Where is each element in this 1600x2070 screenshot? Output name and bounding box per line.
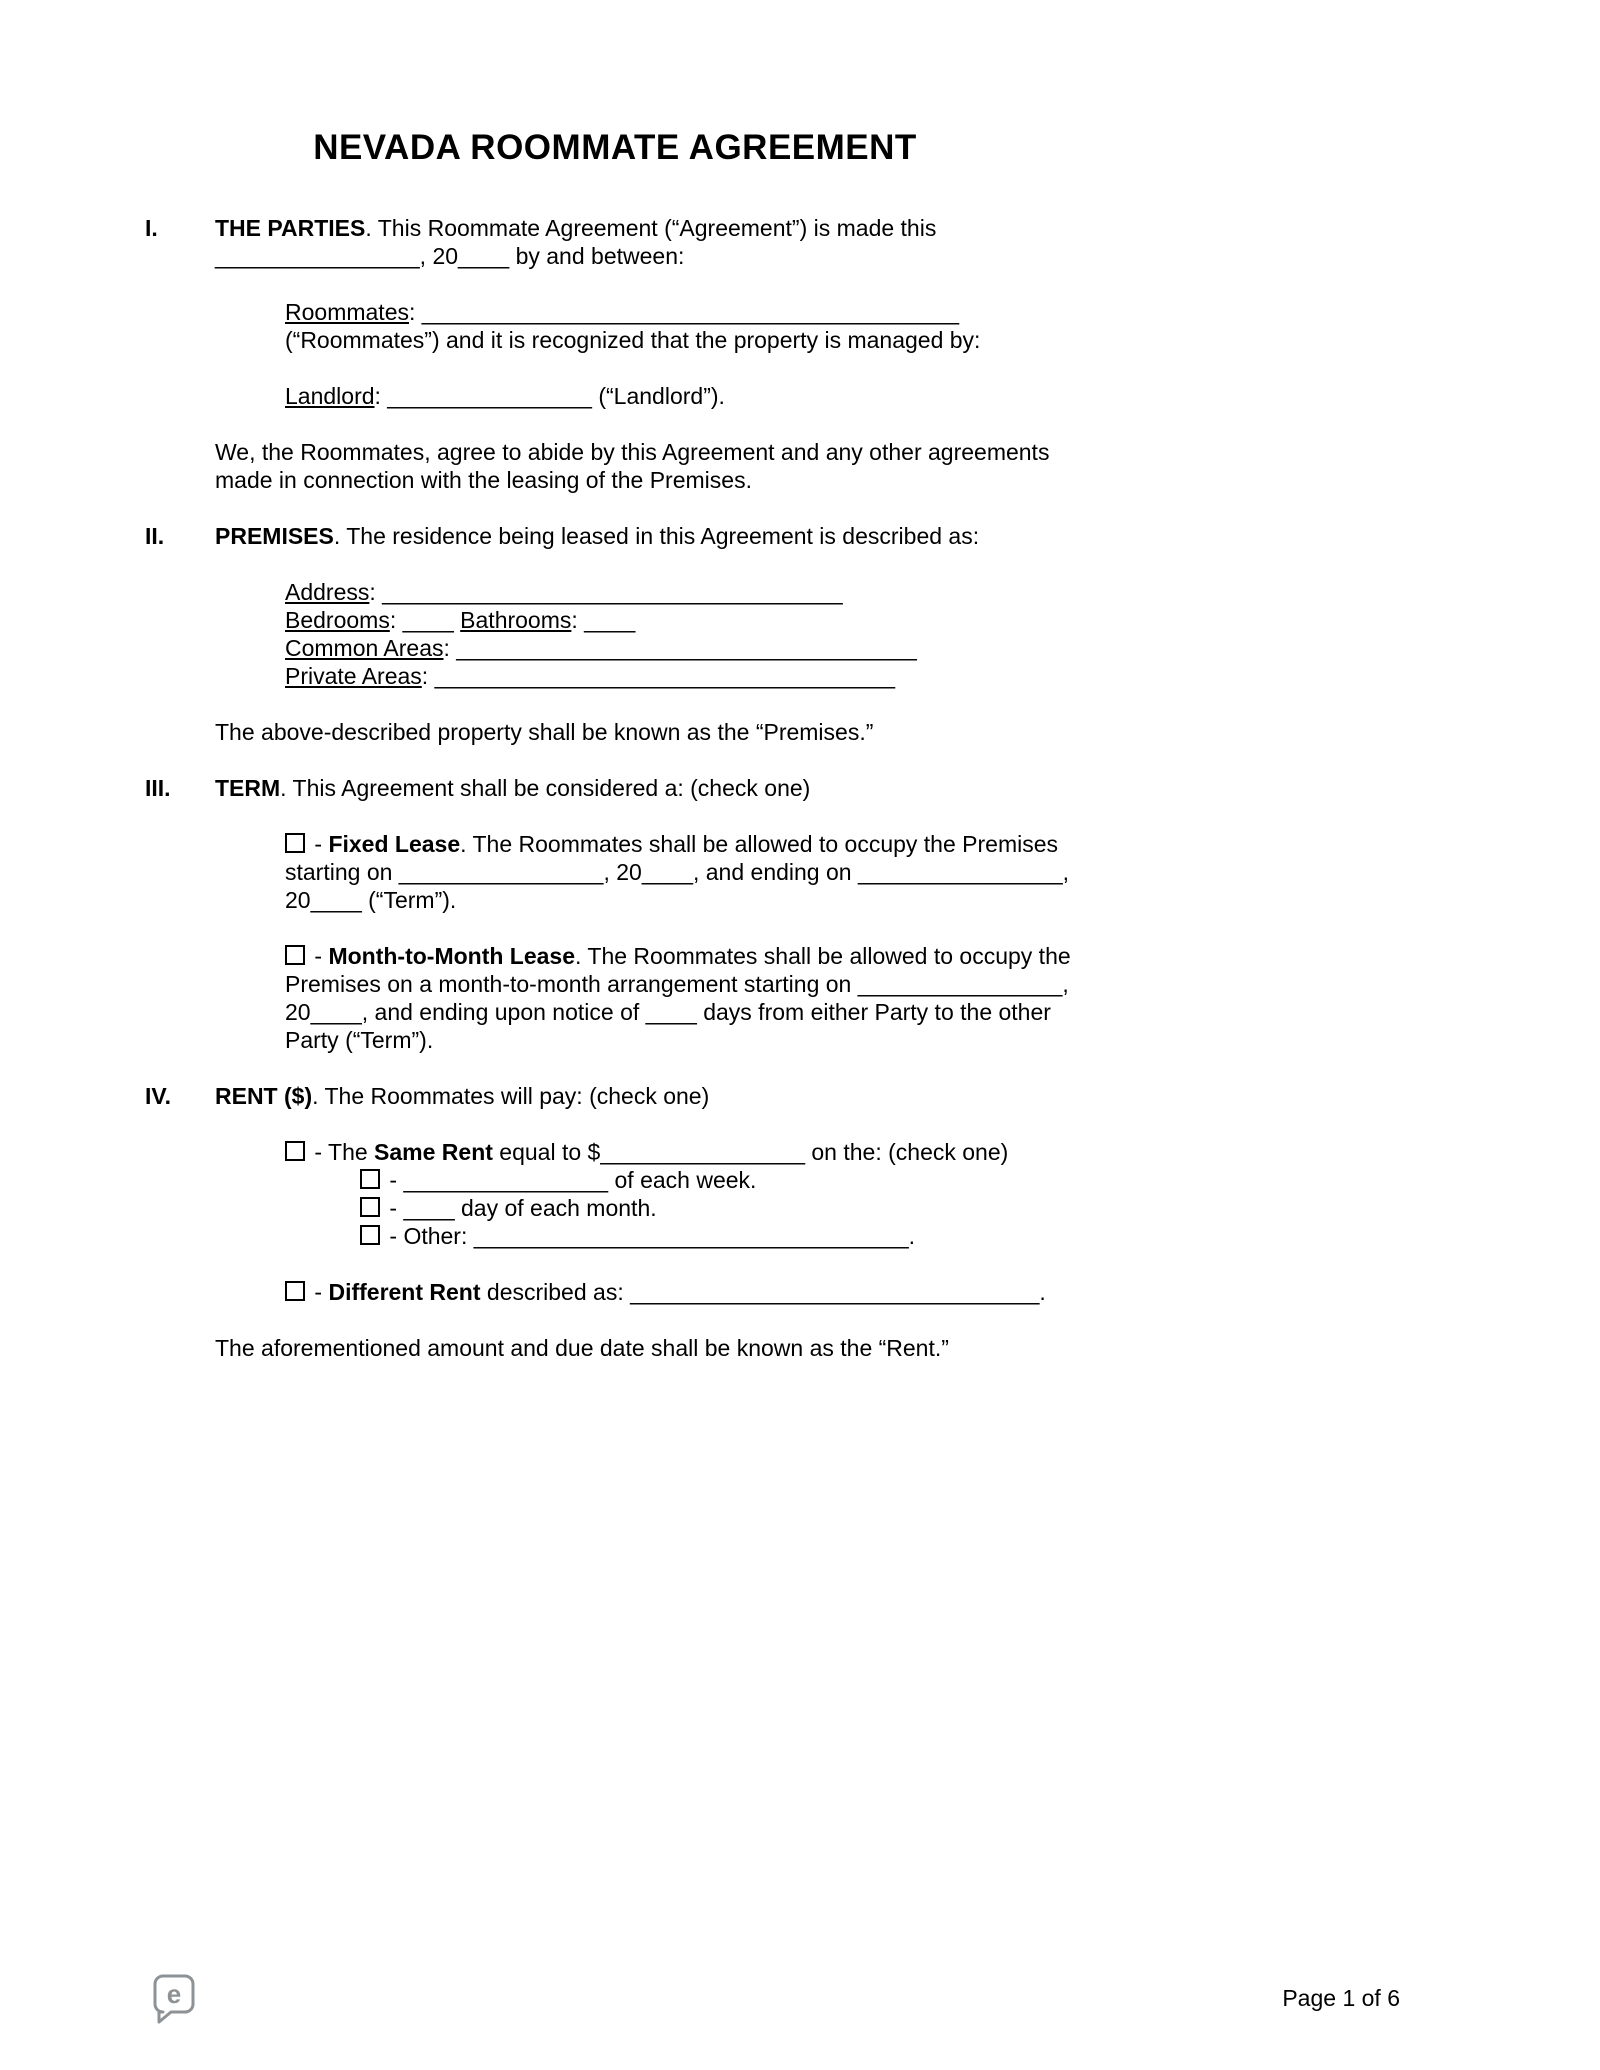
common-areas-line xyxy=(285,634,1075,662)
field-label: Common Areas xyxy=(285,635,444,661)
section-term-intro xyxy=(145,774,1060,802)
text-run: - The xyxy=(308,1139,375,1165)
text-run: TERM xyxy=(215,775,281,801)
month-to-month-option xyxy=(285,942,1075,1054)
text-run: . The residence being leased in this Agreement is described as: xyxy=(333,523,980,549)
field-label: Bedrooms xyxy=(285,607,390,633)
private-areas-line xyxy=(285,662,1075,690)
monthly-payment-option xyxy=(360,1194,1080,1222)
different-rent-option xyxy=(285,1278,1075,1306)
section-numeral: III. xyxy=(145,775,171,801)
svg-text:e: e xyxy=(166,1979,182,2009)
text-run: - Other: __________________________________. xyxy=(383,1223,916,1249)
checkbox-icon[interactable] xyxy=(285,945,305,965)
text-run: : ________________ (“Landlord”). xyxy=(374,383,725,409)
text-run: described as: ________________________________. xyxy=(480,1279,1046,1305)
document-title: NEVADA ROOMMATE AGREEMENT xyxy=(313,128,917,167)
text-run: Month-to-Month Lease xyxy=(328,943,576,969)
section-numeral: IV. xyxy=(145,1083,172,1109)
checkbox-icon[interactable] xyxy=(285,1141,305,1161)
field-label: Bathrooms xyxy=(460,607,572,633)
text-run: PREMISES xyxy=(215,523,334,549)
fixed-lease-option xyxy=(285,830,1075,914)
document-header xyxy=(145,128,1085,168)
text-run: equal to $________________ on the: (check one) xyxy=(492,1139,1009,1165)
text-run: Same Rent xyxy=(374,1139,493,1165)
address-line xyxy=(285,578,1075,606)
text-run: The above-described property shall be known as the “Premises.” xyxy=(215,719,874,745)
field-label: Landlord xyxy=(285,383,375,409)
text-run: RENT ($) xyxy=(215,1083,313,1109)
text-run: : ____ xyxy=(389,607,461,633)
roommates-clause xyxy=(285,298,1075,354)
text-run: - xyxy=(308,943,329,969)
text-run: . This Agreement shall be considered a: (check one) xyxy=(280,775,811,801)
eforms-logo-icon xyxy=(150,1972,196,2024)
section-rent-intro xyxy=(145,1082,1060,1110)
rent-designation xyxy=(215,1334,1060,1362)
text-run: : ____________________________________ xyxy=(443,635,917,661)
text-run: . The Roommates shall be allowed to occupy the Premises starting on ________________, 20____, and ending on ________________, 20____ (“Term”). xyxy=(285,831,1070,913)
checkbox-icon[interactable] xyxy=(360,1169,380,1189)
text-run: : ____________________________________ xyxy=(369,579,843,605)
section-numeral: II. xyxy=(145,523,165,549)
text-run: We, the Roommates, agree to abide by this Agreement and any other agreements made in connection with the leasing of the Premises. xyxy=(215,439,1050,493)
text-run: The aforementioned amount and due date shall be known as the “Rent.” xyxy=(215,1335,949,1361)
checkbox-icon[interactable] xyxy=(360,1197,380,1217)
checkbox-icon[interactable] xyxy=(285,833,305,853)
other-payment-option xyxy=(360,1222,1080,1250)
text-run: Different Rent xyxy=(328,1279,481,1305)
text-run: - xyxy=(308,1279,329,1305)
field-label: Private Areas xyxy=(285,663,422,689)
text-run: . The Roommates shall be allowed to occupy the Premises on a month-to-month arrangement starting on ________________, 20____, and ending upon notice of ____ days from either Party to the other Party (“Term”). xyxy=(285,943,1071,1053)
premises-designation xyxy=(215,718,1060,746)
text-run: : ____ xyxy=(571,607,636,633)
same-rent-option xyxy=(285,1138,1075,1166)
page-number-label: Page 1 of 6 xyxy=(1282,1984,1400,2011)
section-the-parties-intro xyxy=(145,214,1060,270)
eforms-logo xyxy=(150,1972,196,2024)
document-body xyxy=(145,214,1095,1390)
bedrooms-bathrooms-line xyxy=(285,606,1075,634)
checkbox-icon[interactable] xyxy=(285,1281,305,1301)
text-run: Fixed Lease xyxy=(328,831,461,857)
section-premises-intro xyxy=(145,522,1060,550)
text-run: - xyxy=(308,831,329,857)
text-run: THE PARTIES xyxy=(215,215,366,241)
text-run: : ____________________________________ xyxy=(421,663,896,689)
field-label: Address xyxy=(285,579,370,605)
text-run: - ____ day of each month. xyxy=(383,1195,657,1221)
text-run: - ________________ of each week. xyxy=(383,1167,757,1193)
weekly-payment-option xyxy=(360,1166,1080,1194)
landlord-clause xyxy=(285,382,1075,410)
text-run: : __________________________________________ (“Roommates”) and it is recognized that the property is managed by: xyxy=(285,299,981,353)
field-label: Roommates xyxy=(285,299,409,325)
text-run: . This Roommate Agreement (“Agreement”) is made this ________________, 20____ by and between: xyxy=(215,215,937,269)
text-run: . The Roommates will pay: (check one) xyxy=(312,1083,710,1109)
section-numeral: I. xyxy=(145,215,158,241)
page-footer xyxy=(150,1972,1400,2024)
checkbox-icon[interactable] xyxy=(360,1225,380,1245)
agreement-acknowledgment xyxy=(215,438,1060,494)
